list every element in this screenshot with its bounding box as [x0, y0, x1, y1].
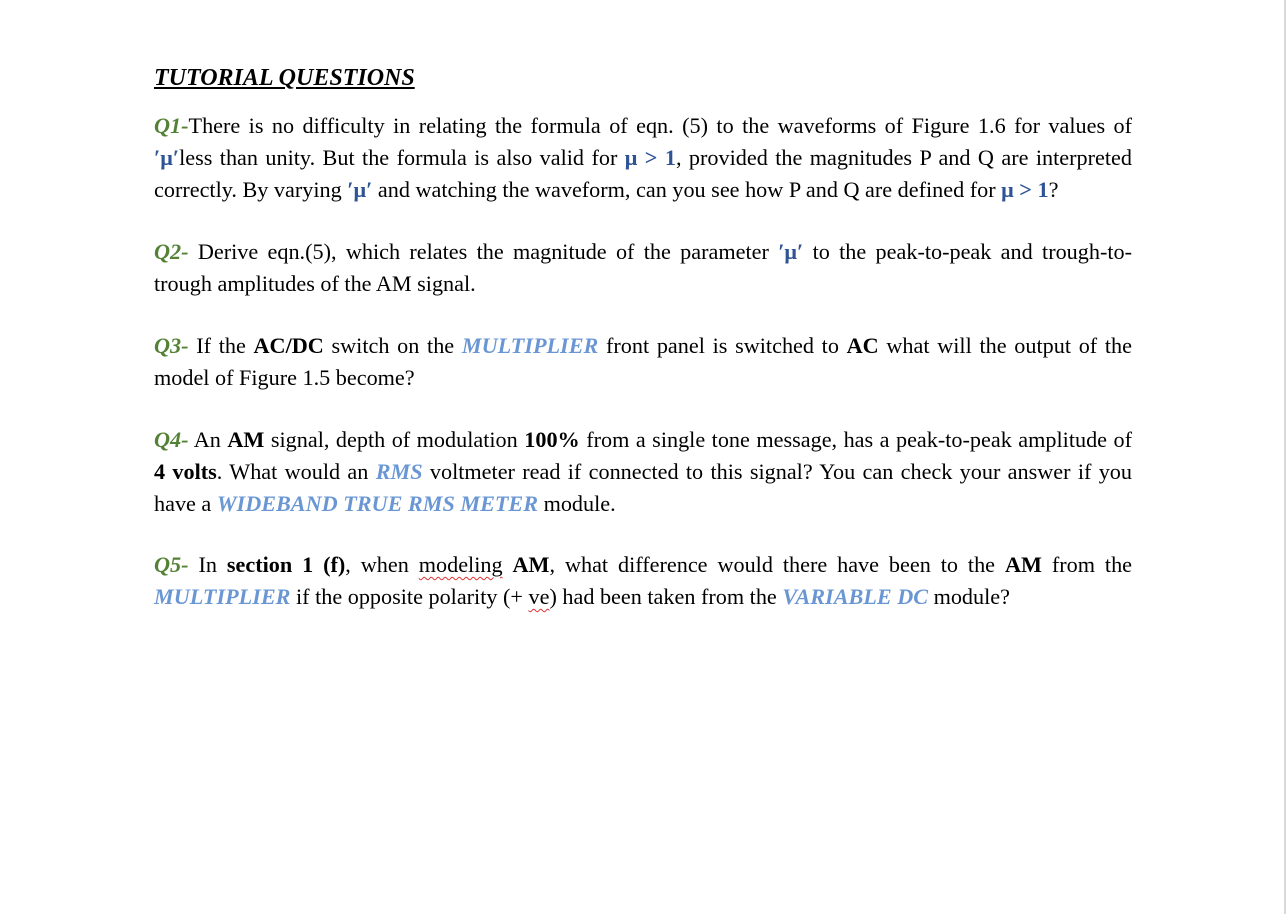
spellcheck-word[interactable]: ve [528, 584, 550, 609]
question-4-text: voltmeter read if connected to this signal? You can check your answer if you have a [154, 459, 1132, 516]
question-2 [154, 236, 1132, 300]
question-1-text: ? [1048, 177, 1059, 202]
spellcheck-word[interactable]: modeling [418, 552, 503, 577]
question-5-text: , what difference would there have been to the [549, 552, 1005, 577]
question-4-label: Q4- [154, 427, 189, 452]
question-4-text: signal, depth of modulation [264, 427, 525, 452]
question-5-text: ) had been taken from the [549, 584, 783, 609]
volts-value: 4 volts [154, 459, 217, 484]
question-4-text: . What would an [216, 459, 376, 484]
question-1-label: Q1- [154, 113, 189, 138]
question-3-text: what will the output of the model of Figure 1.5 become? [154, 333, 1132, 390]
question-4-text: from a single tone message, has a peak-to-peak amplitude of [579, 427, 1132, 452]
question-2-label: Q2- [154, 239, 189, 264]
question-3-text: switch on the [323, 333, 462, 358]
question-1-text: , provided the magnitudes P and Q are interpreted correctly. By varying [154, 145, 1132, 202]
question-5-text: module? [928, 584, 1010, 609]
question-5-text [503, 552, 513, 577]
question-5-label: Q5- [154, 552, 189, 577]
module-name: WIDEBAND TRUE RMS METER [216, 491, 539, 516]
module-name: MULTIPLIER [154, 584, 291, 609]
section-ref: section 1 (f) [226, 552, 346, 577]
mu-symbol: ′μ′ [154, 145, 180, 170]
question-5-text: from the [1041, 552, 1133, 577]
question-5 [154, 549, 1132, 613]
am-term: AM [512, 552, 550, 577]
question-3-text: front panel is switched to [598, 333, 847, 358]
question-4-text: An [188, 427, 228, 452]
question-2-text: Derive eqn.(5), which relates the magnitude of the parameter [188, 239, 779, 264]
question-5-text: In [188, 552, 227, 577]
question-3-text: If the [188, 333, 254, 358]
question-3 [154, 330, 1132, 394]
question-1-text: less than unity. But the formula is also valid for [179, 145, 625, 170]
module-name: VARIABLE DC [782, 584, 929, 609]
acdc-term: AC/DC [253, 333, 324, 358]
mu-symbol: ′μ′ [347, 177, 373, 202]
rms-term: RMS [375, 459, 423, 484]
document-title: TUTORIAL QUESTIONS [154, 65, 415, 91]
am-term: AM [227, 427, 265, 452]
question-4 [154, 424, 1132, 520]
question-4-text: module. [538, 491, 616, 516]
question-5-text: , when [345, 552, 419, 577]
document-body [154, 63, 1132, 613]
depth-value: 100% [524, 427, 580, 452]
question-1-text: There is no difficulty in relating the formula of eqn. (5) to the waveforms of Figure 1.6 for values of [188, 113, 1132, 138]
mu-symbol: ′μ′ [778, 239, 804, 264]
ac-term: AC [846, 333, 879, 358]
question-3-label: Q3- [154, 333, 189, 358]
question-1-text: and watching the waveform, can you see how P and Q are defined for [372, 177, 1002, 202]
am-term: AM [1004, 552, 1042, 577]
mu-inequality: μ > 1 [1001, 177, 1049, 202]
question-2-text: to the peak-to-peak and trough-to-trough amplitudes of the AM signal. [154, 239, 1132, 296]
mu-inequality: μ > 1 [624, 145, 676, 170]
module-name: MULTIPLIER [461, 333, 599, 358]
question-1 [154, 110, 1132, 206]
question-5-text: if the opposite polarity (+ [290, 584, 529, 609]
